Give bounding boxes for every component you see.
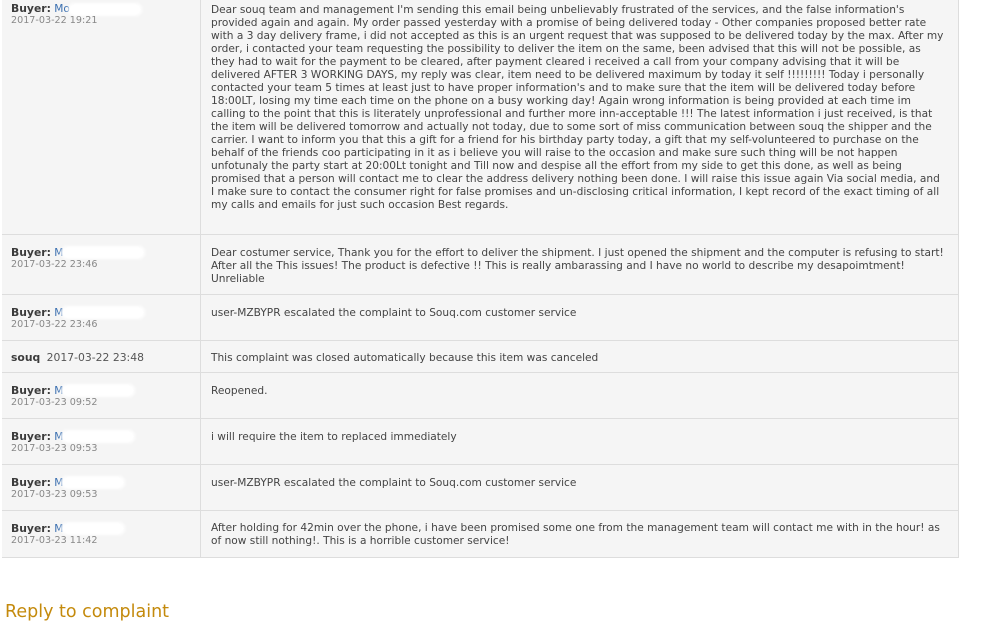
redaction-mask xyxy=(63,478,123,487)
message-cell xyxy=(201,418,959,464)
redaction-mask xyxy=(63,386,133,395)
message-date: 2017-03-22 23:48 xyxy=(46,350,144,364)
message-cell xyxy=(201,0,959,234)
message-date: 2017-03-22 23:46 xyxy=(11,258,98,270)
message-text: Reopened. xyxy=(211,384,268,397)
redaction-mask xyxy=(70,5,140,14)
message-text: Dear souq team and management I'm sending this email being unbelievably frustrated of the services, and the false information's provided again and again. My order passed yesterday with a promise of being delivered today - Other companies proposed better rate with a 3 day delivery frame, i did not accepted as this is an urgent request that was supposed to be delivered today by the max. After my order, i contacted your team requesting the possibility to deliver the item on the same, been advised that this will not be possible, as they had to wait for the payment to be cleared, after payment cleared i received a call from your company advising that it will be delivered AFTER 3 WORKING DAYS, my reply was clear, item need to be delivered maximum by today it self !!!!!!!!! Today i personally contacted your team 5 times at least just to have proper information's and to make sure that the item will be delivered today before 18:00LT, losing my time each time on the phone on a busy working day! Again wrong information is being provided at each time im calling to the point that this is literately unprofessional and further more inn-acceptable !!! The latest information i just received, is that the item will be delivered tomorrow and actually not today, due to some sort of miss communication between souq the shipper and the carrier. I want to inform you that this a gift for a friend for his birthday party today, a gift that my self-volunteered to purchase on the behalf of the friends coo participating in it as i believe you will raise to the occasion and make sure such thing will be not happen unfotunaly the party start at 20:00Lt tonight and Till now and despise all the effort from my side to get this done, as well as being promised that a person will contact me to clear the address delivery nothing been done. I will raise this issue again Via social media, and I make sure to contact the consumer right for false promises and un-disclosing critical information, I kept record of the exact timing of all my calls and emails for just such occasion Best regards. xyxy=(211,4,944,211)
message-author-cell xyxy=(2,464,201,510)
message-text: user-MZBYPR escalated the complaint to Souq.com customer service xyxy=(211,476,577,489)
redaction-mask xyxy=(63,308,143,317)
message-row xyxy=(2,372,959,418)
message-author-cell xyxy=(2,372,201,418)
author-label: souq xyxy=(11,350,41,364)
message-author-cell xyxy=(2,234,201,294)
author-label: Buyer: xyxy=(11,245,51,259)
author-label: Buyer: xyxy=(11,475,51,489)
message-date: 2017-03-22 19:21 xyxy=(11,15,98,26)
buyer-name-link[interactable]: M xyxy=(54,246,64,259)
buyer-name-link[interactable]: Mo xyxy=(54,3,70,15)
message-row xyxy=(2,340,959,372)
message-text: i will require the item to replaced immediately xyxy=(211,430,457,443)
buyer-name-link[interactable]: M xyxy=(54,306,64,319)
message-cell xyxy=(201,372,959,418)
message-author-cell xyxy=(2,294,201,340)
redaction-mask xyxy=(63,524,123,533)
author-label: Buyer: xyxy=(11,383,51,397)
reply-to-complaint-link[interactable]: Reply to complaint xyxy=(5,602,170,622)
message-date: 2017-03-23 09:53 xyxy=(11,488,98,500)
message-row xyxy=(2,0,959,234)
buyer-name-link[interactable]: M xyxy=(54,430,64,443)
author-label: Buyer: xyxy=(11,2,51,15)
message-cell xyxy=(201,340,959,372)
author-label: Buyer: xyxy=(11,305,51,319)
message-author-cell xyxy=(2,418,201,464)
message-author-cell xyxy=(2,0,201,234)
message-row xyxy=(2,464,959,510)
redaction-mask xyxy=(63,432,133,441)
message-author-cell xyxy=(2,340,201,372)
message-text: This complaint was closed automatically because this item was canceled xyxy=(211,351,599,364)
author-label: Buyer: xyxy=(11,429,51,443)
message-row xyxy=(2,234,959,294)
message-date: 2017-03-23 09:53 xyxy=(11,442,98,454)
message-date: 2017-03-23 09:52 xyxy=(11,396,98,408)
complaint-thread xyxy=(2,0,959,558)
buyer-name-link[interactable]: M xyxy=(54,522,64,535)
message-row xyxy=(2,510,959,557)
message-text: user-MZBYPR escalated the complaint to Souq.com customer service xyxy=(211,306,577,319)
buyer-name-link[interactable]: M xyxy=(54,476,64,489)
message-cell xyxy=(201,294,959,340)
message-cell xyxy=(201,234,959,294)
author-label: Buyer: xyxy=(11,521,51,535)
message-author-cell xyxy=(2,510,201,557)
message-date: 2017-03-22 23:46 xyxy=(11,318,98,330)
message-row xyxy=(2,294,959,340)
message-cell xyxy=(201,464,959,510)
message-text: After holding for 42min over the phone, i have been promised some one from the management team will contact me with in the hour! as of now still nothing!. This is a horrible customer service! xyxy=(211,521,940,547)
redaction-mask xyxy=(63,248,143,257)
message-row xyxy=(2,418,959,464)
message-text: Dear costumer service, Thank you for the effort to deliver the shipment. I just opened the shipment and the computer is refusing to start! After all the This issues! The product is defective !! This is really ambarassing and I have no world to describe my desapoimtment! Unreliable xyxy=(211,246,944,285)
message-cell xyxy=(201,510,959,557)
buyer-name-link[interactable]: M xyxy=(54,384,64,397)
message-date: 2017-03-23 11:42 xyxy=(11,534,98,546)
